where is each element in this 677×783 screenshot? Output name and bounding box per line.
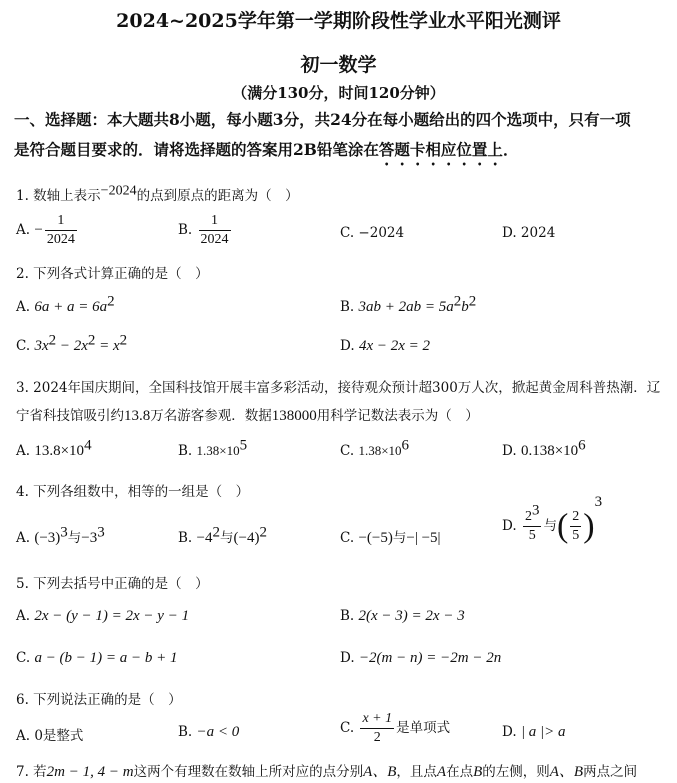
q4-d-fden: 5 bbox=[572, 528, 580, 543]
exam-title: 2024~2025学年第一学期阶段性学业水平阳光测评 bbox=[116, 10, 561, 32]
q5-c-label: C. bbox=[16, 650, 31, 666]
q6-b-label: B. bbox=[178, 724, 193, 740]
q5-d-label: D. bbox=[340, 650, 355, 666]
q6-d-label: D. bbox=[502, 724, 517, 740]
exam-info: （满分130分，时间120分钟） bbox=[232, 84, 445, 102]
q3-d-exp: 6 bbox=[578, 437, 586, 454]
q4-d-num: 2 bbox=[524, 509, 532, 524]
q6-option-b bbox=[178, 724, 239, 741]
q3-line2-d: 138000 bbox=[271, 408, 317, 424]
q3-option-d bbox=[502, 437, 586, 460]
q1-stem bbox=[16, 184, 299, 204]
q3-c-exp: 6 bbox=[401, 437, 410, 454]
q6-option-d bbox=[502, 724, 566, 741]
q3-b-expr: 1.38×10 bbox=[196, 443, 240, 458]
q4-a-mid: 与 bbox=[67, 530, 82, 546]
q2-b-exp1: 2 bbox=[453, 293, 462, 310]
q1-b-den: 2024 bbox=[200, 232, 229, 247]
q6-c-tail: 是单项式 bbox=[396, 720, 451, 736]
q3-c-label: C. bbox=[340, 443, 355, 459]
q5-d-expr: −2(m − n) = −2m − 2n bbox=[358, 650, 502, 666]
q6-c-label: C. bbox=[340, 720, 355, 736]
q7-d: A、B bbox=[363, 764, 397, 780]
q7-f: A bbox=[436, 764, 447, 780]
q4-b-expr2: (−4) bbox=[233, 530, 260, 546]
q5-option-a bbox=[16, 608, 189, 625]
q2-c-exp3: 2 bbox=[119, 332, 128, 349]
q2-a-exp: 2 bbox=[107, 293, 115, 310]
q4-stem: 4. 下列各组数中，相等的一组是（ ） bbox=[16, 484, 250, 500]
q1-b-num: 1 bbox=[211, 213, 219, 228]
q1-option-a bbox=[16, 212, 79, 249]
q1-stem-b: 的点到原点的距离为（ ） bbox=[136, 188, 299, 204]
q3-b-exp: 5 bbox=[239, 437, 248, 454]
q4-d-fraction2 bbox=[570, 508, 581, 545]
q5-c-expr: a − (b − 1) = a − b + 1 bbox=[34, 650, 178, 666]
q1-a-fraction bbox=[45, 212, 77, 249]
q3-a-expr: 13.8×10 bbox=[34, 443, 85, 459]
q5-option-b bbox=[340, 608, 465, 625]
q6-c-fraction bbox=[360, 710, 394, 747]
q1-a-label: A. bbox=[16, 222, 31, 238]
q2-c-expr1: 3x bbox=[34, 338, 49, 354]
q4-a-expr2: −3 bbox=[81, 530, 98, 546]
q4-b-exp2: 2 bbox=[259, 524, 267, 541]
q7-b: 2m − 1, 4 − m bbox=[46, 764, 134, 780]
section1-line2-b: 2B bbox=[293, 140, 317, 159]
q6-c-den: 2 bbox=[360, 728, 394, 747]
q7-h: B bbox=[473, 764, 483, 780]
q2-option-b bbox=[340, 293, 477, 316]
section1-line1: 一、选择题：本大题共8小题，每小题3分，共24分在每小题给出的四个选项中，只有一项 bbox=[14, 110, 631, 129]
q4-a-exp2: 3 bbox=[97, 524, 105, 541]
q2-d-label: D. bbox=[340, 338, 355, 354]
q2-option-c bbox=[16, 332, 128, 355]
q5-option-c bbox=[16, 650, 178, 667]
q3-line2-b: 13.8 bbox=[124, 408, 151, 424]
q4-option-b bbox=[178, 526, 267, 547]
q5-b-label: B. bbox=[340, 608, 355, 624]
q5-option-d bbox=[340, 650, 501, 667]
q7-a: 7. 若 bbox=[16, 764, 47, 780]
section1-line2 bbox=[14, 138, 518, 169]
q4-d-label: D. bbox=[502, 518, 517, 534]
q2-a-expr: 6a + a = 6a bbox=[34, 299, 108, 315]
q2-c-expr3: = x bbox=[95, 338, 120, 354]
q3-option-a bbox=[16, 437, 92, 460]
q3-b-label: B. bbox=[178, 443, 193, 459]
q3-d-label: D. bbox=[502, 443, 517, 459]
q6-option-a: A. 0是整式 bbox=[16, 728, 84, 744]
q4-b-label: B. bbox=[178, 530, 193, 546]
q4-d-fnum: 2 bbox=[572, 509, 580, 524]
q7-i: 的左侧，则 bbox=[482, 764, 550, 780]
q2-c-exp1: 2 bbox=[48, 332, 57, 349]
q2-c-exp2: 2 bbox=[87, 332, 96, 349]
section1-line2-a: 是符合题目要求的．请将选择题的答案用 bbox=[14, 140, 294, 159]
q1-a-sign: − bbox=[34, 222, 43, 238]
q3-c-expr: 1.38×10 bbox=[358, 443, 402, 458]
q4-a-exp1: 3 bbox=[60, 524, 68, 541]
q6-option-c bbox=[340, 710, 450, 747]
q7-c: 这两个有理数在数轴上所对应的点分别 bbox=[133, 764, 364, 780]
q2-b-expr: 3ab + 2ab = 5a bbox=[358, 299, 454, 315]
q1-a-num: 1 bbox=[57, 213, 65, 228]
q5-a-label: A. bbox=[16, 608, 31, 624]
q1-number: −2024 bbox=[100, 183, 137, 199]
q4-a-expr1: (−3) bbox=[34, 530, 61, 546]
q3-d-expr: 0.138×10 bbox=[520, 443, 579, 459]
q4-c-expr1: −(−5) bbox=[358, 530, 393, 546]
q5-a-expr: 2x − (y − 1) = 2x − y − 1 bbox=[34, 608, 190, 624]
q1-b-label: B. bbox=[178, 222, 193, 238]
q3-option-b bbox=[178, 437, 248, 459]
q3-a-label: A. bbox=[16, 443, 31, 459]
q2-stem: 2. 下列各式计算正确的是（ ） bbox=[16, 266, 209, 282]
q2-b-expr2: b bbox=[461, 299, 469, 315]
q4-d-lparen: ( bbox=[556, 507, 569, 545]
q1-a-den: 2024 bbox=[46, 232, 75, 247]
q4-d-numexp: 3 bbox=[531, 502, 540, 519]
q1-option-c: C. −2024 bbox=[340, 225, 405, 241]
q3-stem-line1: 3. 2024年国庆期间，全国科技馆开展丰富多彩活动，接待观众预计超300万人次，掀起黄金周科普热潮．辽 bbox=[16, 380, 661, 396]
q1-stem-a: 1. 数轴上表示 bbox=[16, 188, 101, 204]
q3-a-exp: 4 bbox=[84, 437, 92, 454]
q2-option-a bbox=[16, 293, 115, 316]
q7-g: 在点 bbox=[446, 764, 474, 780]
q2-c-expr2: − 2x bbox=[56, 338, 88, 354]
q5-stem: 5. 下列去括号中正确的是（ ） bbox=[16, 576, 209, 592]
q4-c-expr2: −| −5| bbox=[406, 530, 441, 546]
q3-line2-a: 宁省科技馆吸引约 bbox=[16, 408, 124, 424]
q7-j: A、B bbox=[549, 764, 584, 780]
q3-line2-e: 用科学记数法表示为（ ） bbox=[316, 408, 479, 424]
q1-option-b bbox=[178, 212, 233, 249]
q4-c-mid: 与 bbox=[392, 530, 407, 546]
q4-b-expr1: −4 bbox=[196, 530, 213, 546]
q4-option-d bbox=[502, 494, 603, 545]
q6-c-num: x + 1 bbox=[362, 711, 393, 726]
q5-b-expr: 2(x − 3) = 2x − 3 bbox=[358, 608, 465, 624]
q3-stem-line2 bbox=[16, 404, 479, 425]
q4-d-rparen: ) bbox=[583, 507, 595, 545]
q2-d-expr: 4x − 2x = 2 bbox=[358, 338, 430, 354]
q4-b-exp1: 2 bbox=[212, 524, 220, 541]
q4-option-c bbox=[340, 526, 441, 547]
q2-b-exp2: 2 bbox=[468, 293, 477, 310]
q1-b-fraction bbox=[199, 212, 231, 249]
section1-line2-c: 铅笔涂在 bbox=[316, 140, 379, 159]
q2-option-d bbox=[340, 338, 430, 355]
q4-c-label: C. bbox=[340, 530, 355, 546]
q4-a-label: A. bbox=[16, 530, 31, 546]
q4-d-exp: 3 bbox=[594, 494, 603, 510]
q4-d-fraction1 bbox=[523, 502, 542, 545]
q6-b-expr: −a < 0 bbox=[196, 724, 240, 740]
section1-line2-e: ． bbox=[502, 140, 519, 159]
exam-subject: 初一数学 bbox=[300, 54, 377, 76]
q2-b-label: B. bbox=[340, 299, 355, 315]
q4-d-den: 5 bbox=[523, 526, 542, 545]
q7-e: ，且点 bbox=[396, 764, 437, 780]
section1-line2-emphasis: 答题卡相应位置上 bbox=[378, 140, 503, 159]
q3-line2-c: 万名游客参观．数据 bbox=[150, 408, 272, 424]
q6-d-expr: | a |> a bbox=[520, 724, 566, 740]
q4-d-mid: 与 bbox=[543, 518, 557, 534]
q1-option-d: D. 2024 bbox=[502, 225, 556, 241]
q4-option-a bbox=[16, 526, 105, 547]
q6-stem: 6. 下列说法正确的是（ ） bbox=[16, 692, 182, 708]
q4-b-mid: 与 bbox=[219, 530, 234, 546]
q7-stem bbox=[16, 760, 637, 781]
q2-a-label: A. bbox=[16, 299, 31, 315]
q3-option-c bbox=[340, 437, 410, 459]
q7-k: 两点之间 bbox=[583, 764, 638, 780]
q2-c-label: C. bbox=[16, 338, 31, 354]
